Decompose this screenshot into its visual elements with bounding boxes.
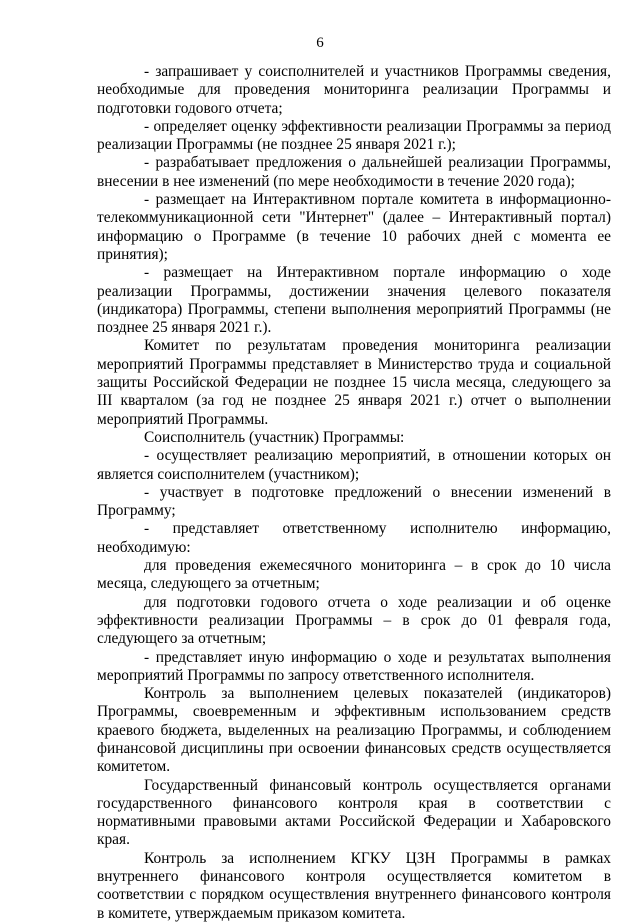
paragraph: - представляет ответственному исполнителю информацию, необходимую: <box>97 520 611 556</box>
paragraph: - участвует в подготовке предложений о внесении изменений в Программу; <box>97 483 611 520</box>
paragraph: Контроль за выполнением целевых показателей (индикаторов) Программы, своевременным и эффективным использованием средств краевого бюджета, выделенных на реализацию Программы, и соблюдением финансовой дисциплины при освоении финансовых средств осуществляется комитетом. <box>97 685 611 776</box>
paragraph: - определяет оценку эффективности реализации Программы за период реализации Программы (не позднее 25 января 2021 г.); <box>97 117 611 154</box>
paragraph: для подготовки годового отчета о ходе реализации и об оценке эффективности реализации Программы – в срок до 01 февраля года, следующего за отчетным; <box>97 593 611 648</box>
paragraph: - размещает на Интерактивном портале информацию о ходе реализации Программы, достижении значения целевого показателя (индикатора) Программы, степени выполнения мероприятий Программы (не позднее 25 января 2021 г.). <box>97 264 611 337</box>
paragraph: - представляет иную информацию о ходе и результатах выполнения мероприятий Программы по запросу ответственного исполнителя. <box>97 648 611 684</box>
paragraph: Государственный финансовый контроль осуществляется органами государственного финансового контроля края в соответствии с нормативными правовыми актами Российской Федерации и Хабаровского края. <box>97 776 611 849</box>
paragraph: - размещает на Интерактивном портале комитета в информационно-телекоммуникационной сети "Интернет" (далее – Интерактивный портал) информацию о Программе (в течение 10 рабочих дней с момента ее принятия); <box>97 191 611 263</box>
paragraph: для проведения ежемесячного мониторинга – в срок до 10 числа месяца, следующего за отчетным; <box>97 557 611 593</box>
document-body <box>97 63 611 923</box>
paragraph: Контроль за исполнением КГКУ ЦЗН Программы в рамках внутреннего финансового контроля осуществляется комитетом в соответствии с порядком осуществления внутреннего финансового контроля в комитете, утверждаемым приказом комитета. <box>97 849 611 922</box>
paragraph: Соисполнитель (участник) Программы: <box>144 428 405 446</box>
page-number: 6 <box>316 35 324 51</box>
paragraph: - осуществляет реализацию мероприятий, в отношении которых он является соисполнителем (участником); <box>97 447 611 483</box>
paragraph: - разрабатывает предложения о дальнейшей реализации Программы, внесении в нее изменений (по мере необходимости в течение 2020 года); <box>97 154 611 190</box>
paragraph: - запрашивает у соисполнителей и участников Программы сведения, необходимые для проведения мониторинга реализации Программы и подготовки годового отчета; <box>97 63 611 117</box>
paragraph: Комитет по результатам проведения мониторинга реализации мероприятий Программы представляет в Министерство труда и социальной защиты Российской Федерации не позднее 15 числа месяца, следующего за III кварталом (за год не позднее 25 января 2021 г.) отчет о выполнении мероприятий Программы. <box>97 337 611 428</box>
